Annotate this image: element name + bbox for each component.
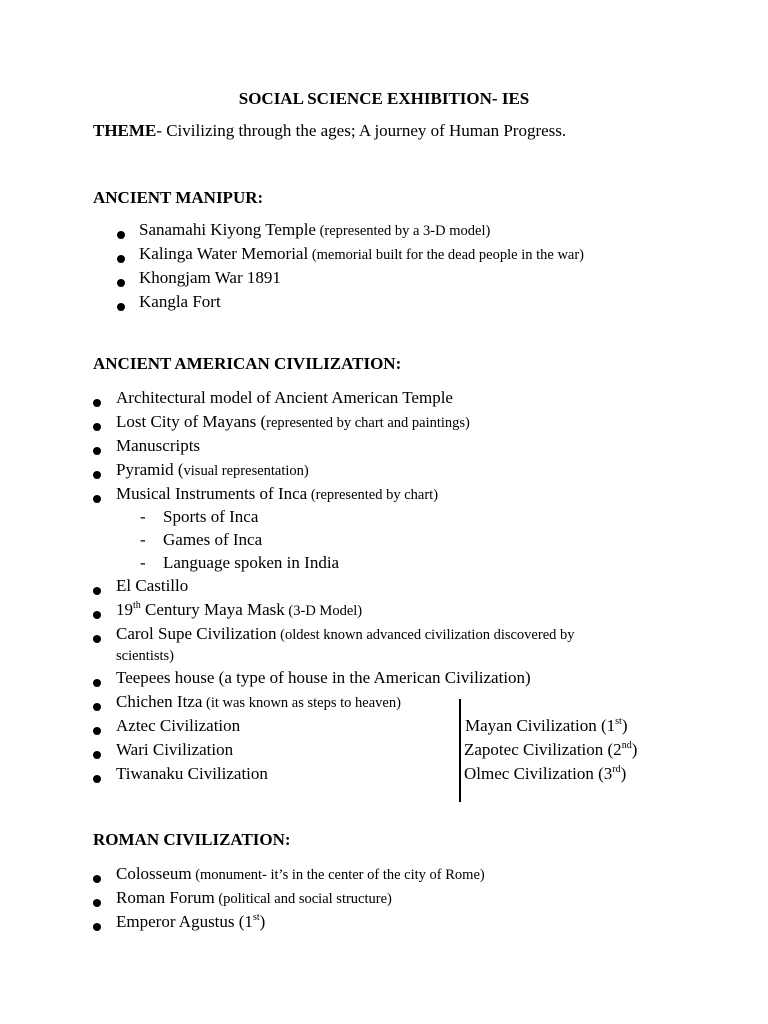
dash-marker: - <box>140 530 146 549</box>
sub-list-item: Language spoken in India <box>163 553 340 572</box>
list-item: Colosseum (monument- it’s in the center of the city of Rome) <box>116 864 485 883</box>
list-item: Wari Civilization <box>116 740 234 759</box>
right-column-item: Zapotec Civilization (2nd) <box>464 740 638 759</box>
bullet-icon <box>93 923 101 931</box>
bullet-icon <box>93 587 101 595</box>
bullet-icon <box>117 255 125 263</box>
page-title: SOCIAL SCIENCE EXHIBITION- IES <box>238 89 530 108</box>
bullet-icon <box>117 231 125 239</box>
list-item: Sanamahi Kiyong Temple (represented by a 3-D model) <box>139 220 491 239</box>
list-item: Musical Instruments of Inca (represented by chart) <box>116 484 439 503</box>
bullet-icon <box>93 423 101 431</box>
dash-marker: - <box>140 553 146 572</box>
bullet-icon <box>93 495 101 503</box>
list-item: Tiwanaku Civilization <box>116 764 268 783</box>
bullet-icon <box>93 471 101 479</box>
theme-line <box>93 121 566 141</box>
right-column-item: Mayan Civilization (1st) <box>465 716 628 735</box>
list-item: El Castillo <box>116 576 189 595</box>
column-divider <box>459 699 461 802</box>
bullet-icon <box>93 399 101 407</box>
list-item: Kangla Fort <box>139 292 221 311</box>
bullet-icon <box>93 703 101 711</box>
list-item: Carol Supe Civilization (oldest known advanced civilization discovered by <box>116 624 575 643</box>
bullet-icon <box>117 303 125 311</box>
section-heading-american: ANCIENT AMERICAN CIVILIZATION: <box>93 354 402 373</box>
list-item: Architectural model of Ancient American Temple <box>116 388 453 407</box>
section-heading-roman: ROMAN CIVILIZATION: <box>93 830 291 849</box>
bullet-icon <box>93 875 101 883</box>
list-item-continuation: scientists) <box>116 648 174 664</box>
list-item: Manuscripts <box>116 436 201 455</box>
theme-text: - Civilizing through the ages; A journey of Human Progress. <box>156 121 567 140</box>
bullet-icon <box>93 635 101 643</box>
section-heading-manipur: ANCIENT MANIPUR: <box>93 188 264 207</box>
list-item: Teepees house (a type of house in the American Civilization) <box>116 668 531 687</box>
list-item: 19th Century Maya Mask (3-D Model) <box>116 600 363 619</box>
list-item: Kalinga Water Memorial (memorial built for the dead people in the war) <box>139 244 585 263</box>
list-item: Roman Forum (political and social structure) <box>116 888 392 907</box>
list-item: Lost City of Mayans (represented by chart and paintings) <box>116 412 470 431</box>
bullet-icon <box>93 899 101 907</box>
bullet-icon <box>117 279 125 287</box>
list-item: Aztec Civilization <box>116 716 241 735</box>
theme-label: THEME <box>93 121 157 140</box>
bullet-icon <box>93 751 101 759</box>
bullet-icon <box>93 611 101 619</box>
sub-list-item: Sports of Inca <box>163 507 259 526</box>
bullet-icon <box>93 775 101 783</box>
list-item: Emperor Agustus (1st) <box>116 912 266 931</box>
dash-marker: - <box>140 507 146 526</box>
list-item: Chichen Itza (it was known as steps to heaven) <box>116 692 401 711</box>
right-column-item: Olmec Civilization (3rd) <box>464 764 627 783</box>
bullet-icon <box>93 727 101 735</box>
bullet-icon <box>93 447 101 455</box>
list-item: Khongjam War 1891 <box>139 268 281 287</box>
sub-list-item: Games of Inca <box>163 530 263 549</box>
bullet-icon <box>93 679 101 687</box>
list-item: Pyramid (visual representation) <box>116 460 309 479</box>
